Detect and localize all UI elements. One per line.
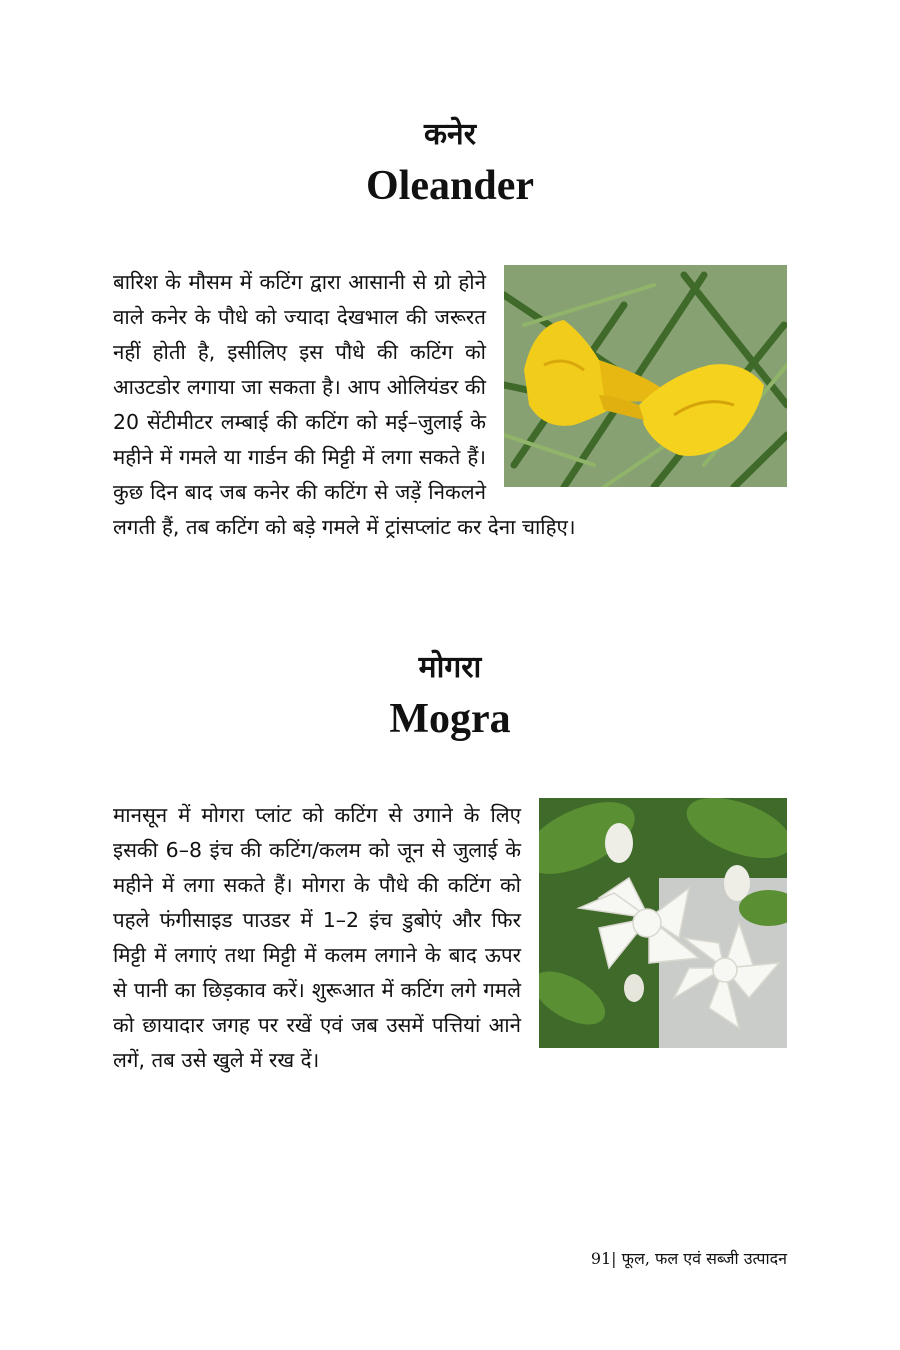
section-title-hindi: कनेर [424, 117, 476, 152]
oleander-paragraph: बारिश के मौसम में कटिंग द्वारा आसानी से ग्रो होने वाले कनेर के पौधे को ज्यादा देखभाल की जरूरत नहीं होती है, इसीलिए इस पौधे की कटिंग को आउटडोर लगाया जा सकता है। आप ओलियंडर की 20 सेंटीमीटर लम्बाई की कटिंग को मई–जुलाई के महीने में गमले या गार्डन की मिट्टी में लगा सकते हैं। कुछ दिन बाद जब कनेर की कटिंग से जड़ें निकलने लगती हैं, तब कटिंग को बड़े गमले में ट्रांसप्लांट कर देना चाहिए। [113, 270, 576, 539]
book-title: फूल, फल एवं सब्जी उत्पादन [621, 1249, 787, 1268]
page-footer [591, 1247, 787, 1269]
oleander-section [113, 265, 787, 545]
jasmine-photo [539, 798, 787, 1048]
mogra-section [113, 798, 787, 1078]
page-number: 91| [590, 1249, 617, 1268]
section-title-hindi: मोगरा [418, 650, 482, 685]
section-title-english: Mogra [389, 696, 511, 742]
section-title-english: Oleander [366, 163, 534, 209]
oleander-photo [504, 265, 787, 487]
mogra-paragraph: मानसून में मोगरा प्लांट को कटिंग से उगाने के लिए इसकी 6–8 इंच की कटिंग/कलम को जून से जुलाई के महीने में लगा सकते हैं। मोगरा के पौधे की कटिंग को पहले फंगीसाइड पाउडर में 1–2 इंच डुबोएं और फिर मिट्टी में लगाएं तथा मिट्टी में कलम लगाने के बाद ऊपर से पानी का छिड़काव करें। शुरूआत में कटिंग लगे गमले को छायादार जगह पर रखें एवं जब उसमें पत्तियां आने लगें, तब उसे खुले में रख दें। [113, 803, 521, 1072]
